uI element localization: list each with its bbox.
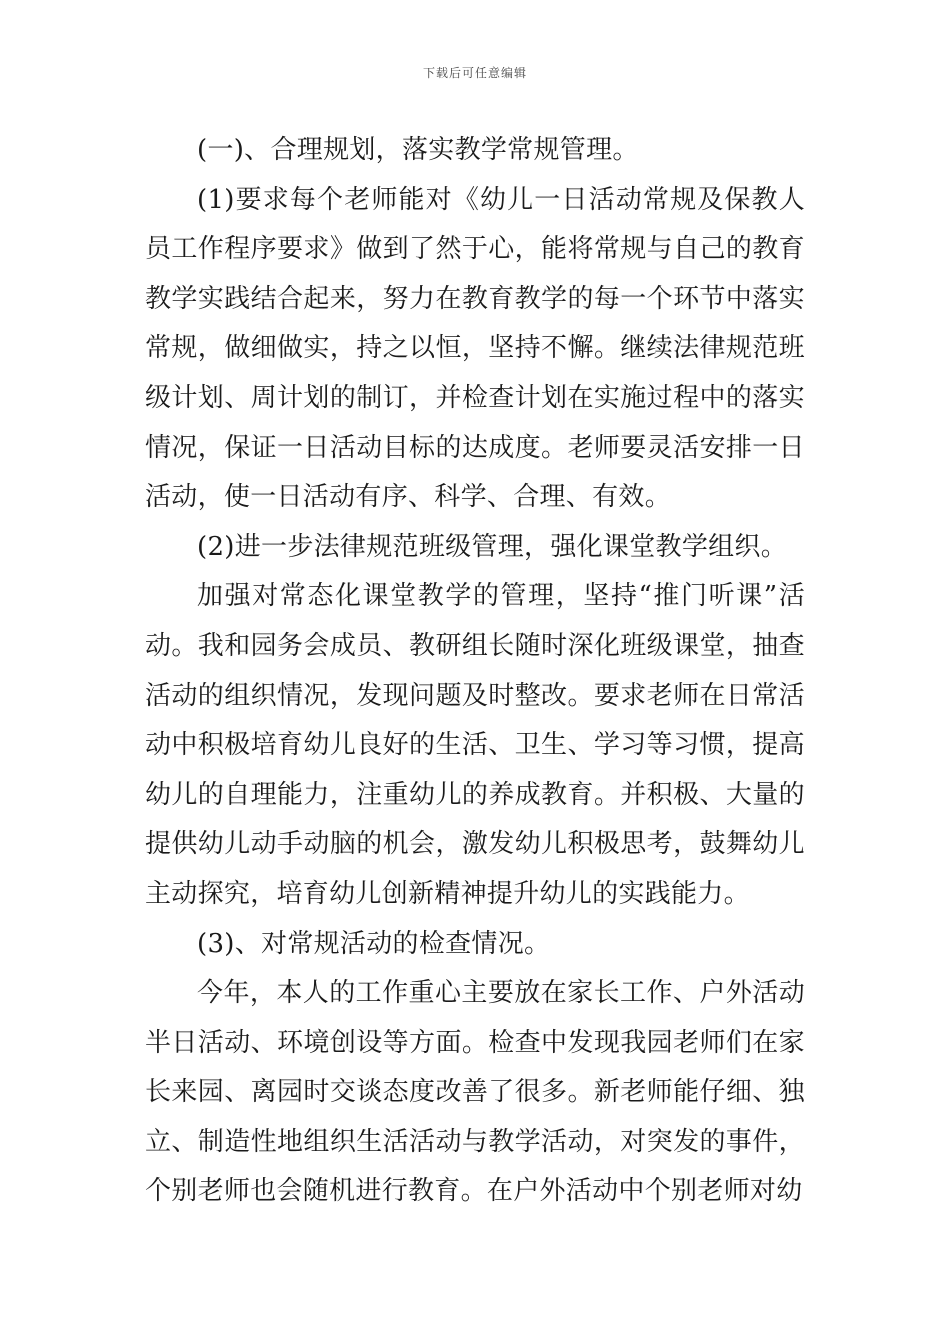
paragraph: 加强对常态化课堂教学的管理，坚持“推门听课”活动。我和园务会成员、教研组长随时深化班级课堂，抽查活动的组织情况，发现问题及时整改。要求老师在日常活动中积极培育幼儿良好的生活、卫生、学习等习惯，提高幼儿的自理能力，注重幼儿的养成教育。并积极、大量的提供幼儿动手动脑的机会，激发幼儿积极思考，鼓舞幼儿主动探究，培育幼儿创新精神提升幼儿的实践能力。 <box>145 581 805 909</box>
document-body <box>145 126 805 1217</box>
section-heading: (一)、合理规划，落实教学常规管理。 <box>197 135 639 165</box>
paragraph: 今年，本人的工作重心主要放在家长工作、户外活动半日活动、环境创设等方面。检查中发现我园老师们在家长来园、离园时交谈态度改善了很多。新老师能仔细、独立、制造性地组织生活活动与教学活动，对突发的事件，个别老师也会随机进行教育。在户外活动中个别老师对幼 <box>145 978 805 1207</box>
subsection-heading: (2)进一步法律规范班级管理，强化课堂教学组织。 <box>197 531 788 562</box>
paragraph: (1)要求每个老师能对《幼儿一日活动常规及保教人员工作程序要求》做到了然于心，能将常规与自己的教育教学实践结合起来，努力在教育教学的每一个环节中落实常规，做细做实，持之以恒，坚持不懈。继续法律规范班级计划、周计划的制订，并检查计划在实施过程中的落实情况，保证一日活动目标的达成度。老师要灵活安排一日活动，使一日活动有序、科学、合理、有效。 <box>145 184 805 513</box>
page-header-note: 下载后可任意编辑 <box>422 66 527 80</box>
subsection-heading: (3)、对常规活动的检查情况。 <box>197 928 551 959</box>
